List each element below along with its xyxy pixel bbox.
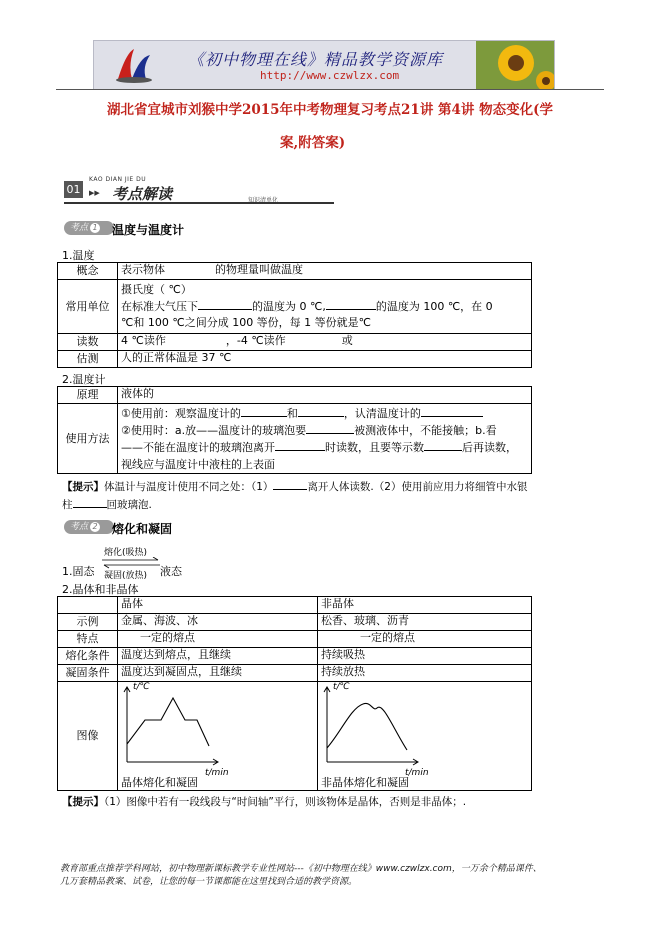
estimate-label: 估测 [58, 351, 118, 368]
answer-blank[interactable] [424, 439, 462, 451]
table-row [58, 404, 532, 474]
temperature-table [57, 262, 532, 368]
crystal-graph-svg [121, 682, 241, 770]
unit-line3: ℃和 100 ℃之间分成 100 等份，每 1 等份就是℃ [121, 316, 372, 329]
kaodian-number: 2 [90, 522, 100, 532]
kaodian-badge-label: 考点 [70, 522, 89, 532]
section-number: 01 [64, 181, 83, 198]
feature-label: 特点 [58, 631, 118, 648]
example-label: 示例 [58, 614, 118, 631]
tip-2-text: （1）图像中若有一段线段与“时间轴”平行，则该物体是晶体，否则是非晶体；. [104, 796, 467, 808]
unit-line1: 摄氏度（ ℃） [121, 283, 192, 296]
section-subtitle: 知识清单化 [248, 197, 279, 204]
concept-text-a: 表示物体 [121, 263, 165, 276]
site-logo-icon [112, 45, 156, 85]
method-3b: 时读数，且要等示数 [325, 441, 424, 454]
unit-line2-c: 的温度为 100 ℃，在 0 [375, 300, 493, 313]
noncrystal-graph [321, 682, 441, 778]
tip-1d: 回玻璃泡. [106, 499, 152, 511]
method-1b: 和 [286, 407, 298, 420]
phase-liquid: 液态 [160, 565, 182, 578]
answer-blank[interactable] [306, 422, 354, 434]
header-rule [56, 89, 604, 90]
crystal-caption: 晶体熔化和凝固 [121, 776, 198, 789]
method-3a: ——不能在温度计的玻璃泡离开 [121, 441, 275, 454]
feature-crystal: 一定的熔点 [118, 631, 318, 648]
tip-1-line1 [62, 478, 527, 494]
table-row [58, 665, 532, 682]
solidify-noncrystal: 持续放热 [318, 665, 532, 682]
unit-line2-a: 在标准大气压下 [121, 300, 198, 313]
answer-blank[interactable] [73, 496, 107, 508]
concept-label: 概念 [58, 263, 118, 280]
feature-noncrystal: 一定的熔点 [318, 631, 532, 648]
banner-title: 《初中物理在线》精品教学资源库 [188, 50, 444, 69]
noncrystal-graph-svg [321, 682, 441, 770]
reading-b: ，-4 ℃读作 [225, 334, 286, 347]
solidify-crystal: 温度达到凝固点，且继续 [118, 665, 318, 682]
footer-line2: 几万套精品教案、试卷，让您的每一节课都能在这里找到合适的教学资源。 [60, 877, 358, 887]
section-title: 考点解读 [112, 185, 173, 203]
phase-solid: 1.固态 [62, 565, 95, 578]
crystal-x-label: t/min [205, 768, 229, 778]
section-rule [64, 202, 334, 204]
table-row [58, 280, 532, 334]
method-1c: ，认清温度计的 [343, 407, 421, 420]
method-3c: 后再读数， [462, 441, 517, 454]
crystal-graph [121, 682, 241, 778]
tip-1c: 柱 [62, 499, 73, 511]
reading-cell [118, 334, 532, 351]
melt-crystal: 温度达到熔点，且继续 [118, 648, 318, 665]
answer-blank[interactable] [275, 439, 325, 451]
table-row [58, 648, 532, 665]
method-line3 [121, 439, 528, 456]
table-row [58, 682, 532, 791]
method-2b: 被测液体中，不能接触；b.看 [354, 424, 497, 437]
unit-line2-b: 的温度为 0 ℃, [252, 300, 326, 313]
tip-1-line2 [62, 496, 152, 512]
answer-blank[interactable] [198, 298, 252, 310]
concept-cell [118, 263, 532, 280]
col-noncrystal: 非晶体 [318, 597, 532, 614]
kaodian-badge-1 [64, 221, 114, 235]
tip-2 [62, 794, 466, 809]
answer-blank[interactable] [421, 405, 483, 417]
header-empty [58, 597, 118, 614]
method-1a: ①使用前：观察温度计的 [121, 407, 241, 420]
noncrystal-caption: 非晶体熔化和凝固 [321, 776, 409, 789]
melt-label: 熔化条件 [58, 648, 118, 665]
thermometer-heading: 2.温度计 [62, 373, 106, 386]
col-crystal: 晶体 [118, 597, 318, 614]
method-2a: ②使用时：a.放——温度计的玻璃泡要 [121, 424, 307, 437]
phase-arrow-top: 熔化(吸热) [104, 548, 148, 558]
answer-blank[interactable] [273, 478, 307, 490]
answer-blank[interactable] [241, 405, 287, 417]
unit-label: 常用单位 [58, 280, 118, 334]
graph-label: 图像 [58, 682, 118, 791]
unit-line2 [121, 298, 528, 315]
tip-label: 【提示】 [62, 481, 104, 493]
section-arrow-icon: ▶▶ [89, 189, 100, 197]
crystal-y-label: t/℃ [133, 682, 150, 692]
method-line2 [121, 422, 528, 439]
table-row [58, 387, 532, 404]
tip-1b: 离开人体读数.（2）使用前应用力将细管中水银 [307, 481, 528, 493]
crystal-heading: 2.晶体和非晶体 [62, 583, 139, 596]
example-noncrystal: 松香、玻璃、沥青 [318, 614, 532, 631]
concept-text-b: 的物理量叫做温度 [215, 263, 303, 276]
tip-1a: 体温计与温度计使用不同之处：（1） [104, 481, 274, 493]
example-crystal: 金属、海波、冰 [118, 614, 318, 631]
tip-label: 【提示】 [62, 796, 104, 808]
method-line4: 视线应与温度计中液柱的上表面 [121, 458, 275, 471]
crystal-table [57, 596, 532, 791]
unit-cell [118, 280, 532, 334]
table-row [58, 351, 532, 368]
method-cell [118, 404, 532, 474]
melt-noncrystal: 持续吸热 [318, 648, 532, 665]
reading-label: 读数 [58, 334, 118, 351]
solidify-label: 凝固条件 [58, 665, 118, 682]
phase-arrow-bottom: 凝固(放热) [104, 571, 148, 581]
method-line1 [121, 405, 528, 422]
table-row [58, 631, 532, 648]
page-footer [60, 863, 542, 889]
temperature-heading: 1.温度 [62, 249, 95, 262]
kaodian-badge-label: 考点 [70, 223, 89, 233]
kaodian-title-1: 温度与温度计 [112, 223, 185, 237]
document-title-line1: 湖北省宜城市刘猴中学2015年中考物理复习考点21讲 第4讲 物态变化(学 [106, 102, 554, 118]
table-row [58, 614, 532, 631]
kaodian-number: 1 [90, 223, 100, 233]
reading-c: 或 [341, 334, 353, 347]
kaodian-badge-2 [64, 520, 114, 534]
principle-label: 原理 [58, 387, 118, 404]
answer-blank[interactable] [298, 405, 344, 417]
header-banner [93, 40, 555, 90]
noncrystal-x-label: t/min [405, 768, 429, 778]
table-row [58, 597, 532, 614]
reading-a: 4 ℃读作 [121, 334, 166, 347]
thermometer-table [57, 386, 532, 474]
answer-blank[interactable] [326, 298, 376, 310]
footer-line1: 教育部重点推荐学科网站，初中物理新课标教学专业性网站---《初中物理在线》www.czwlzx.com，一万余个精品课件、 [60, 864, 542, 874]
document-title-line2: 案,附答案) [280, 135, 346, 151]
noncrystal-y-label: t/℃ [333, 682, 350, 692]
principle-cell: 液体的 [118, 387, 532, 404]
crystal-graph-cell [118, 682, 318, 791]
noncrystal-graph-cell [318, 682, 532, 791]
kaodian-title-2: 熔化和凝固 [112, 522, 173, 536]
section-english-label: KAO DIAN JIE DU [89, 176, 147, 183]
table-row [58, 334, 532, 351]
sunflower-icon [476, 41, 554, 89]
method-label: 使用方法 [58, 404, 118, 474]
estimate-cell: 人的正常体温是 37 ℃ [118, 351, 532, 368]
banner-url[interactable]: http://www.czwlzx.com [260, 69, 400, 82]
table-row [58, 263, 532, 280]
